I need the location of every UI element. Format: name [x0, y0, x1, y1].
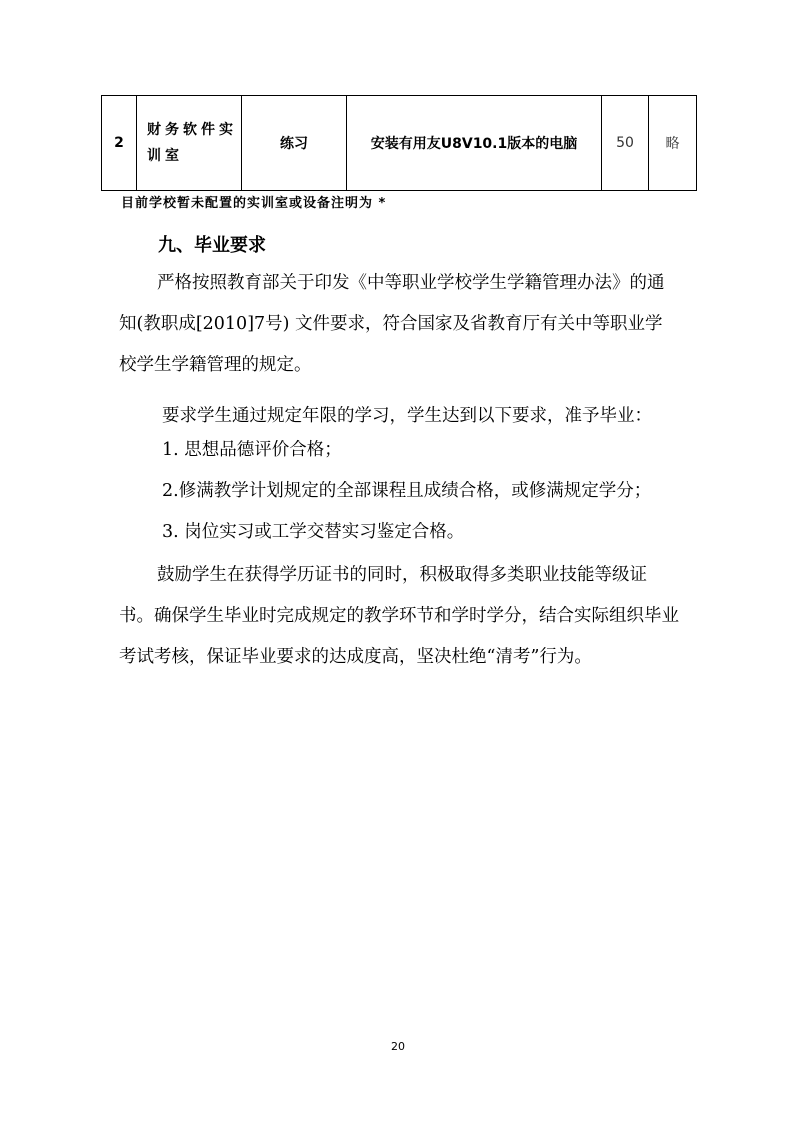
table-row	[102, 96, 697, 191]
list-item: 2.修满教学计划规定的全部课程且成绩合格，或修满规定学分；	[162, 481, 652, 501]
page-number: 20	[391, 1040, 405, 1053]
cell-equipment: 安装有用友U8V10.1版本的电脑	[347, 96, 602, 191]
cell-training-type: 练习	[242, 96, 347, 191]
lab-equipment-table	[101, 95, 697, 191]
requirements-list	[162, 430, 692, 553]
paragraph-encouragement: 鼓励学生在获得学历证书的同时，积极取得多类职业技能等级证书。确保学生毕业时完成规定的教学环节和学时学分，结合实际组织毕业考试考核，保证毕业要求的达成度高，坚决杜绝“清考”行为。	[119, 565, 679, 667]
paragraph-requirements-intro: 要求学生通过规定年限的学习，学生达到以下要求，准予毕业：	[162, 406, 652, 426]
cell-count: 50	[602, 96, 649, 191]
table-footnote: 目前学校暂未配置的实训室或设备注明为 *	[121, 196, 387, 211]
cell-note: 略	[649, 96, 697, 191]
list-item: 3. 岗位实习或工学交替实习鉴定合格。	[162, 522, 465, 542]
cell-number: 2	[102, 96, 137, 191]
list-item: 1. 思想品德评价合格；	[162, 440, 342, 460]
paragraph-regulation: 严格按照教育部关于印发《中等职业学校学生学籍管理办法》的通知(教职成[2010]7号) 文件要求，符合国家及省教育厅有关中等职业学校学生学籍管理的规定。	[119, 273, 665, 375]
section-heading: 九、毕业要求	[158, 235, 266, 256]
cell-lab-name: 财务软件实训室	[137, 96, 242, 191]
